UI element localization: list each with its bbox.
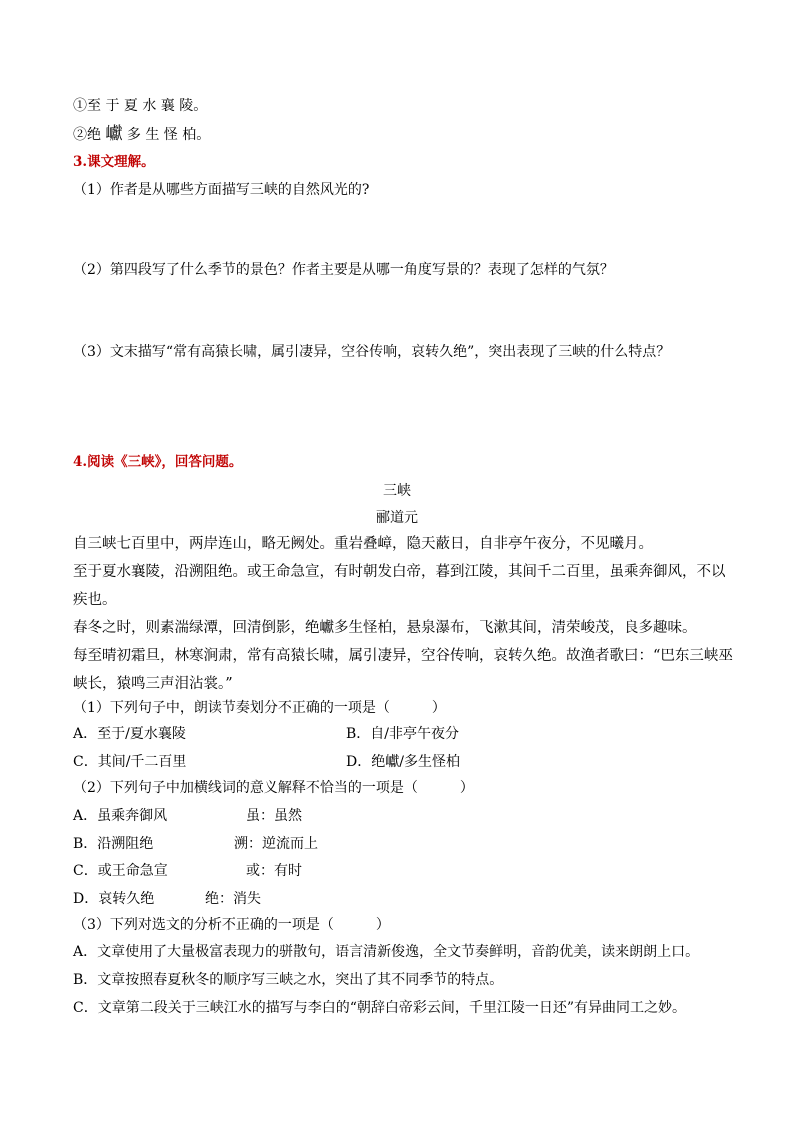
q2-option-b-gloss: 溯：逆流而上 <box>234 836 318 852</box>
vocab-item-2-prefix: ②绝 <box>73 127 106 143</box>
section-3-question-3: （3）文末描写“常有高猿长啸，属引凄异，空谷传响，哀转久绝”，突出表现了三峡的什么特点？ <box>73 344 671 360</box>
vocab-item-2 <box>73 124 734 145</box>
passage-paragraph-2: 至于夏水襄陵，沿溯阻绝。或王命急宣，有时朝发白帝，暮到江陵，其间千二百里，虽乘奔御风，不以疾也。 <box>73 564 726 608</box>
section-4-heading: 4.阅读《三峡》，回答问题。 <box>73 454 243 470</box>
passage-paragraph-3: 春冬之时，则素湍绿潭，回清倒影，绝巘多生怪柏，悬泉瀑布，飞漱其间，清荣峻茂，良多趣味。 <box>73 620 697 636</box>
section-3-question-2: （2）第四段写了什么季节的景色？作者主要是从哪一角度写景的？表现了怎样的气氛？ <box>73 262 614 278</box>
q1-option-d: D．绝巘/多生怪柏 <box>346 754 460 770</box>
q2-option-c-sentence: C．或王命急宣 <box>73 863 168 879</box>
q3-option-c: C．文章第二段关于三峡江水的描写与李白的“朝辞白帝彩云间，千里江陵一日还”有异曲同工之妙。 <box>73 1000 687 1016</box>
q2-option-a-sentence: A．虽乘奔御风 <box>73 808 168 824</box>
q2-option-c-gloss: 或：有时 <box>246 863 302 879</box>
q2-option-d-gloss: 绝：消失 <box>205 891 261 907</box>
q3-option-b: B．文章按照春夏秋冬的顺序写三峡之水，突出了其不同季节的特点。 <box>73 972 504 988</box>
section-3-question-1: （1）作者是从哪些方面描写三峡的自然风光的? <box>73 182 370 198</box>
vocab-item-1: ①至 于 夏 水 襄 陵。 <box>73 98 208 114</box>
passage-author: 郦道元 <box>376 510 418 526</box>
passage-paragraph-1: 自三峡七百里中，两岸连山，略无阙处。重岩叠嶂，隐天蔽日，自非亭午夜分，不见曦月。 <box>73 536 653 552</box>
q2-option-a-gloss: 虽：虽然 <box>246 808 302 824</box>
section-3-heading: 3.课文理解。 <box>73 154 155 170</box>
question-4-2: （2）下列句子中加横线词的意义解释不恰当的一项是（ ） <box>73 780 474 796</box>
q1-option-a: A．至于/夏水襄陵 <box>73 726 186 742</box>
q2-option-d-sentence: D．哀转久绝 <box>73 891 155 907</box>
question-4-1: （1）下列句子中，朗读节奏划分不正确的一项是（ ） <box>73 700 446 716</box>
q2-option-b-sentence: B．沿溯阻绝 <box>73 836 154 852</box>
q3-option-a: A．文章使用了大量极富表现力的骈散句，语言清新俊逸，全文节奏鲜明，音韵优美，读来朗朗上口。 <box>73 944 700 960</box>
passage-paragraph-4: 每至晴初霜旦，林寒涧肃，常有高猿长啸，属引凄异，空谷传响，哀转久绝。故渔者歌曰：“巴东三峡巫峡长，猿鸣三声泪沾裳。” <box>73 648 733 692</box>
q1-option-b: B．自/非亭午夜分 <box>346 726 460 742</box>
vocab-item-2-suffix: 多 生 怪 柏。 <box>122 127 211 143</box>
q1-option-c: C．其间/千二百里 <box>73 754 187 770</box>
question-4-3: （3）下列对选文的分析不正确的一项是（ ） <box>73 917 390 933</box>
vocab-item-2-char: 巘 <box>105 124 123 144</box>
passage-title: 三峡 <box>383 483 411 499</box>
